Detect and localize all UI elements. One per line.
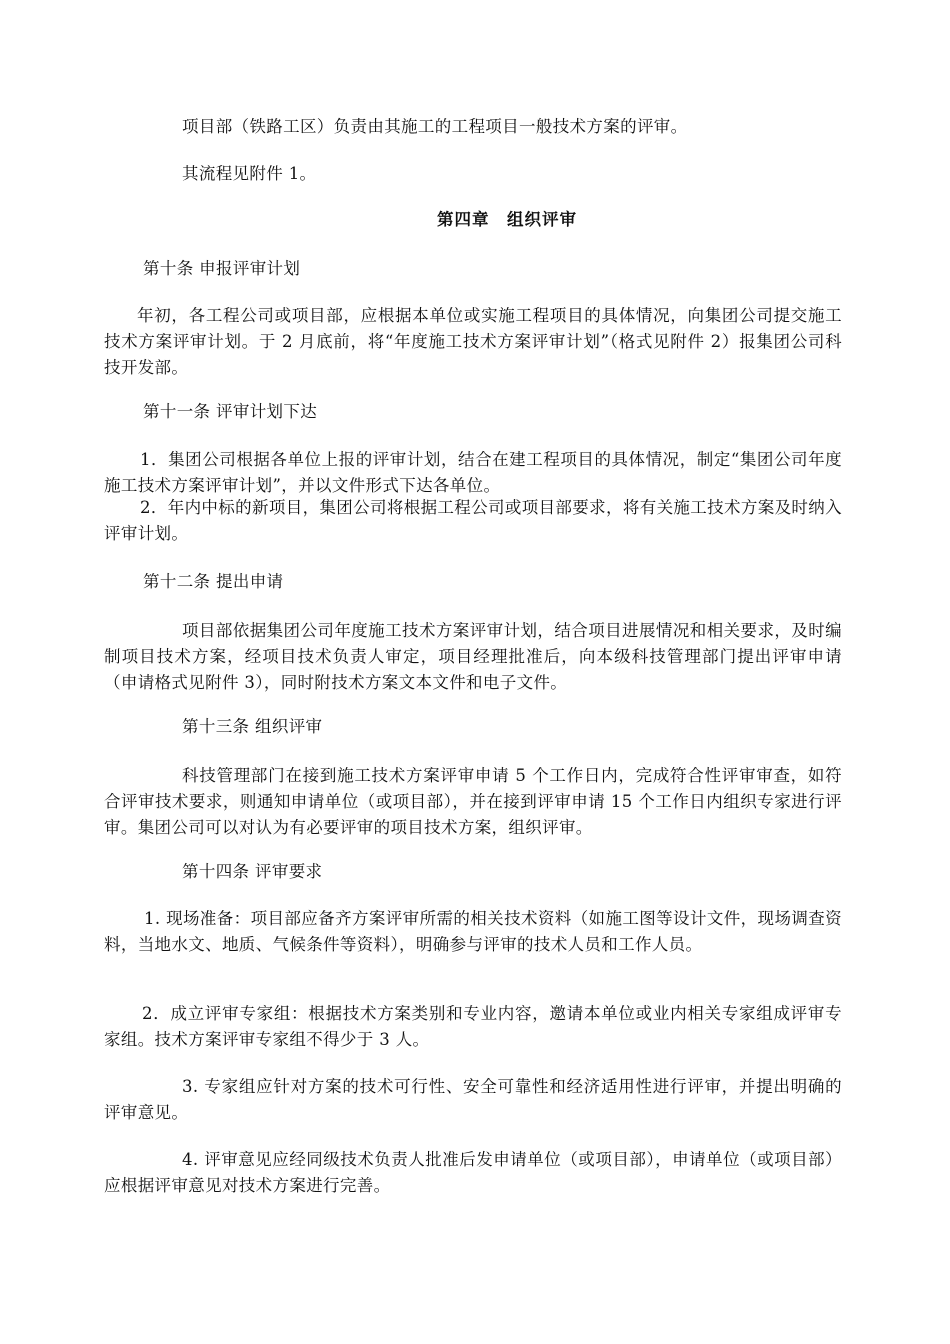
article-14-item-2: 2．成立评审专家组：根据技术方案类别和专业内容，邀请本单位或业内相关专家组成评审专家组。技术方案评审专家组不得少于 3 人。 [104,1004,842,1049]
article-14-item-1: 1. 现场准备：项目部应备齐方案评审所需的相关技术资料（如施工图等设计文件，现场调查资料，当地水文、地质、气候条件等资料），明确参与评审的技术人员和工作人员。 [104,909,842,954]
article-10-body: 年初，各工程公司或项目部，应根据本单位或实施工程项目的具体情况，向集团公司提交施工技术方案评审计划。于 2 月底前，将“年度施工技术方案评审计划”（格式见附件 2）报集团公司科技开发部。 [104,306,842,377]
article-14-item-3: 3. 专家组应针对方案的技术可行性、安全可靠性和经济适用性进行评审，并提出明确的评审意见。 [104,1077,842,1122]
article-10-heading: 第十条 申报评审计划 [143,259,301,278]
article-11-heading: 第十一条 评审计划下达 [143,402,318,421]
article-13-heading: 第十三条 组织评审 [182,717,323,736]
article-11-item-1: 1．集团公司根据各单位上报的评审计划，结合在建工程项目的具体情况，制定“集团公司年度施工技术方案评审计划”，并以文件形式下达各单位。 [104,450,842,495]
article-12-body: 项目部依据集团公司年度施工技术方案评审计划，结合项目进展情况和相关要求，及时编制项目技术方案，经项目技术负责人审定，项目经理批准后，向本级科技管理部门提出评审申请（申请格式见附件 3），同时附技术方案文本文件和电子文件。 [104,621,842,692]
article-13-body: 科技管理部门在接到施工技术方案评审申请 5 个工作日内，完成符合性评审审查，如符合评审技术要求，则通知申请单位（或项目部），并在接到评审申请 15 个工作日内组织专家进行评审。集团公司可以对认为有必要评审的项目技术方案，组织评审。 [104,766,842,837]
article-11-item-2: 2．年内中标的新项目，集团公司将根据工程公司或项目部要求，将有关施工技术方案及时纳入评审计划。 [104,498,842,543]
article-12-heading: 第十二条 提出申请 [143,572,284,591]
paragraph-intro-1: 项目部（铁路工区）负责由其施工的工程项目一般技术方案的评审。 [182,117,688,136]
chapter-title: 第四章 组织评审 [437,210,577,229]
paragraph-intro-2: 其流程见附件 1。 [182,164,317,183]
article-14-heading: 第十四条 评审要求 [182,862,323,881]
article-14-item-4: 4. 评审意见应经同级技术负责人批准后发申请单位（或项目部），申请单位（或项目部）应根据评审意见对技术方案进行完善。 [104,1150,842,1195]
